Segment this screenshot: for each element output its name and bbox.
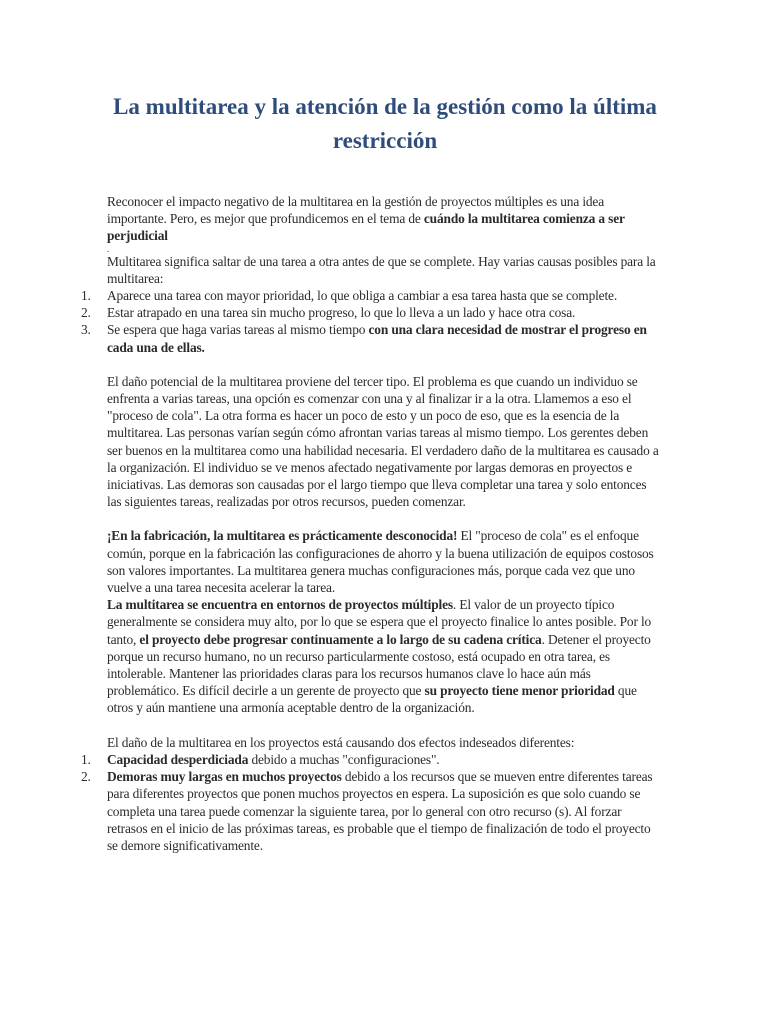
text-run: que otros y aún mantiene una armonía aceptable dentro de la organización. xyxy=(107,683,637,716)
paragraph-definition: Multitarea significa saltar de una tarea a otra antes de que se complete. Hay varias causas posibles para la multitarea: xyxy=(107,253,656,286)
effects-list xyxy=(81,751,660,854)
bold-text: La multitarea se encuentra en entornos de proyectos múltiples xyxy=(107,597,453,613)
document-body xyxy=(81,193,660,854)
list-item xyxy=(81,751,660,768)
bold-text: Demoras muy largas en muchos proyectos xyxy=(107,769,342,785)
list-item xyxy=(81,287,660,304)
document-title: La multitarea y la atención de la gestión como la última restricción xyxy=(113,94,657,153)
paragraph-multi-project xyxy=(107,596,660,716)
paragraph-intro xyxy=(107,193,660,245)
paragraph-damage: El daño potencial de la multitarea proviene del tercer tipo. El problema es que cuando un individuo se enfrenta a varias tareas, una opción es comenzar con una y al finalizar ir a la otra. Llamemos a eso el "proceso de cola". La otra forma es hacer un poco de esto y un poco de eso, que es la esencia de la multitarea. Las personas varían según cómo afrontan varias tareas al mismo tiempo. Los gerentes deben ser buenos en la multitarea como una habilidad necesaria. El verdadero daño de la multitarea es causado a la organización. El individuo se ve menos afectado negativamente por largas demoras en proyectos e iniciativas. Las demoras son causadas por el largo tiempo que lleva completar una tarea y solo entonces las siguientes tareas, realizadas por otros recursos, pueden comenzar. xyxy=(107,373,659,510)
bold-text: con una clara necesidad de mostrar el progreso en cada una de ellas. xyxy=(107,322,647,355)
paragraph-effects: El daño de la multitarea en los proyectos está causando dos efectos indeseados diferentes: xyxy=(107,734,575,750)
list-number: 2. xyxy=(81,305,91,321)
bold-text: ¡En la fabricación, la multitarea es prácticamente desconocida! xyxy=(107,528,458,544)
text-run: Estar atrapado en una tarea sin mucho progreso, lo que lo lleva a un lado y hace otra cosa. xyxy=(107,305,576,321)
text-run: debido a los recursos que se mueven entre diferentes tareas para diferentes proyectos que ponen muchos proyectos en espera. La suposición es que solo cuando se completa una tarea puede comenzar la siguiente tarea, por lo general con otro recurso (s). Al forzar retrasos en el inicio de las próximas tareas, es probable que el tiempo de finalización de todo el proyecto se demore significativamente. xyxy=(107,769,653,853)
list-number: 1. xyxy=(81,288,91,304)
text-run: debido a muchas "configuraciones". xyxy=(248,751,440,767)
paragraph-dot: . xyxy=(107,243,110,254)
text-run: . El valor de un proyecto típico generalmente se considera muy alto, por lo que se espera que el proyecto finalice lo antes posible. Por lo tanto, xyxy=(107,597,652,647)
text-run: Se espera que haga varias tareas al mismo tiempo xyxy=(107,322,369,338)
list-number: 2. xyxy=(81,769,91,785)
list-item xyxy=(81,768,660,854)
bold-text: el proyecto debe progresar continuamente a lo largo de su cadena crítica xyxy=(139,631,542,647)
text-run: Reconocer el impacto negativo de la multitarea en la gestión de proyectos múltiples es una idea importante. Pero, es mejor que profundicemos en el tema de xyxy=(107,194,605,227)
text-run: . Detener el proyecto porque un recurso humano, no un recurso particularmente costoso, está ocupado en otra tarea, es intolerable. Mantener las prioridades claras para los recursos humanos clave lo hace aún más problemático. Es difícil decirle a un gerente de proyecto que xyxy=(107,631,651,699)
bold-text: Capacidad desperdiciada xyxy=(107,751,249,767)
list-number: 3. xyxy=(81,322,91,338)
text-run: Aparece una tarea con mayor prioridad, lo que obliga a cambiar a esa tarea hasta que se complete. xyxy=(107,288,618,304)
list-item xyxy=(81,304,660,321)
bold-text: cuándo la multitarea comienza a ser perjudicial xyxy=(107,211,625,244)
text-run: El "proceso de cola" es el enfoque común, porque en la fabricación las configuraciones de ahorro y la buena utilización de equipos costosos son valores importantes. La multitarea genera muchas configuraciones más, porque cada vez que uno vuelve a una tarea necesita acelerar la tarea. xyxy=(107,528,654,596)
list-number: 1. xyxy=(81,751,91,767)
paragraph-manufacturing xyxy=(107,527,660,596)
causes-list xyxy=(81,287,660,356)
list-item xyxy=(81,321,660,355)
bold-text: su proyecto tiene menor prioridad xyxy=(424,683,615,699)
